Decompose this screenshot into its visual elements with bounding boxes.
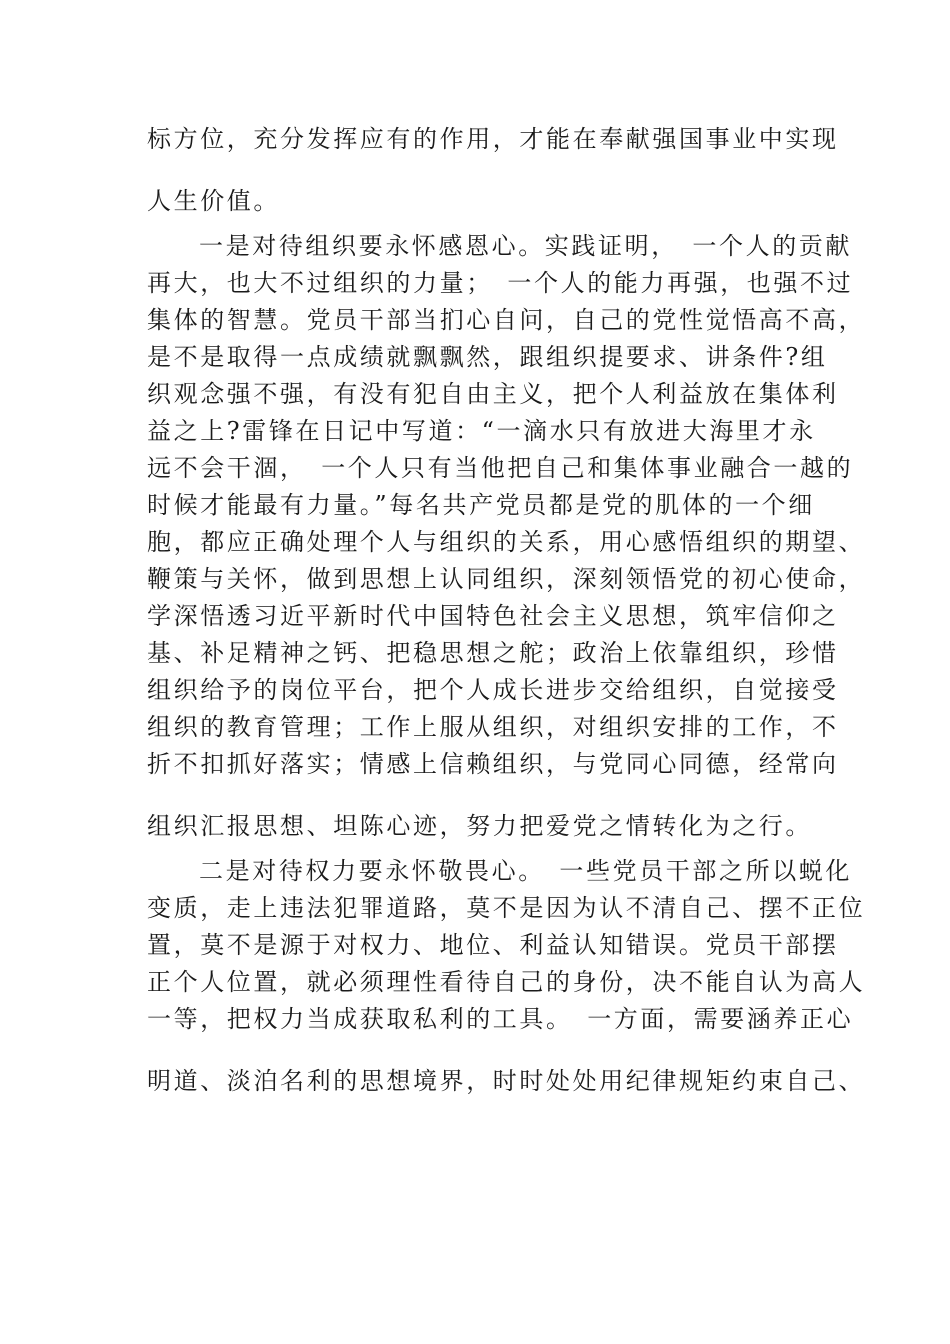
text-line-17: 折不扣抓好落实；情感上信赖组织，与党同心同德，经常向 [147, 750, 839, 778]
text-line-14: 基、补足精神之钙、把稳思想之舵；政治上依靠组织，珍惜 [147, 639, 839, 667]
text-line-2: 人生价值。 [147, 187, 280, 215]
text-line-22: 正个人位置，就必须理性看待自己的身份，决不能自认为高人 [147, 968, 866, 996]
text-line-7: 织观念强不强，有没有犯自由主义，把个人利益放在集体利 [147, 380, 839, 408]
text-line-11: 胞，都应正确处理个人与组织的关系，用心感悟组织的期望、 [147, 528, 866, 556]
text-line-1: 标方位，充分发挥应有的作用，才能在奉献强国事业中实现 [147, 125, 839, 153]
text-line-24: 明道、淡泊名利的思想境界，时时处处用纪律规矩约束自己、 [147, 1067, 866, 1095]
text-line-20: 变质，走上违法犯罪道路，莫不是因为认不清自己、摆不正位 [147, 894, 866, 922]
text-line-18: 组织汇报思想、坦陈心迹，努力把爱党之情转化为之行。 [147, 812, 812, 840]
text-line-4: 再大，也大不过组织的力量； 一个人的能力再强，也强不过 [147, 269, 854, 297]
paragraph-1-first-line: 一是对待组织要永怀感恩心。实践证明， 一个人的贡献 [199, 232, 852, 260]
text-line-8: 益之上?雷锋在日记中写道：“一滴水只有放进大海里才永 [147, 417, 816, 445]
text-line-15: 组织给予的岗位平台，把个人成长进步交给组织，自觉接受 [147, 676, 839, 704]
text-line-13: 学深悟透习近平新时代中国特色社会主义思想，筑牢信仰之 [147, 602, 839, 630]
text-line-16: 组织的教育管理；工作上服从组织，对组织安排的工作，不 [147, 713, 839, 741]
text-line-10: 时候才能最有力量。”每名共产党员都是党的肌体的一个细 [147, 491, 815, 519]
text-line-21: 置，莫不是源于对权力、地位、利益认知错误。党员干部摆 [147, 931, 839, 959]
text-line-23: 一等，把权力当成获取私利的工具。 一方面，需要涵养正心 [147, 1005, 854, 1033]
text-line-5: 集体的智慧。党员干部当扪心自问，自己的党性觉悟高不高， [147, 306, 866, 334]
text-line-9: 远不会干涸， 一个人只有当他把自己和集体事业融合一越的 [147, 454, 854, 482]
text-line-12: 鞭策与关怀，做到思想上认同组织，深刻领悟党的初心使命， [147, 565, 866, 593]
text-line-6: 是不是取得一点成绩就飘飘然，跟组织提要求、讲条件?组 [147, 343, 828, 371]
paragraph-2-first-line: 二是对待权力要永怀敬畏心。 一些党员干部之所以蜕化 [199, 857, 852, 885]
